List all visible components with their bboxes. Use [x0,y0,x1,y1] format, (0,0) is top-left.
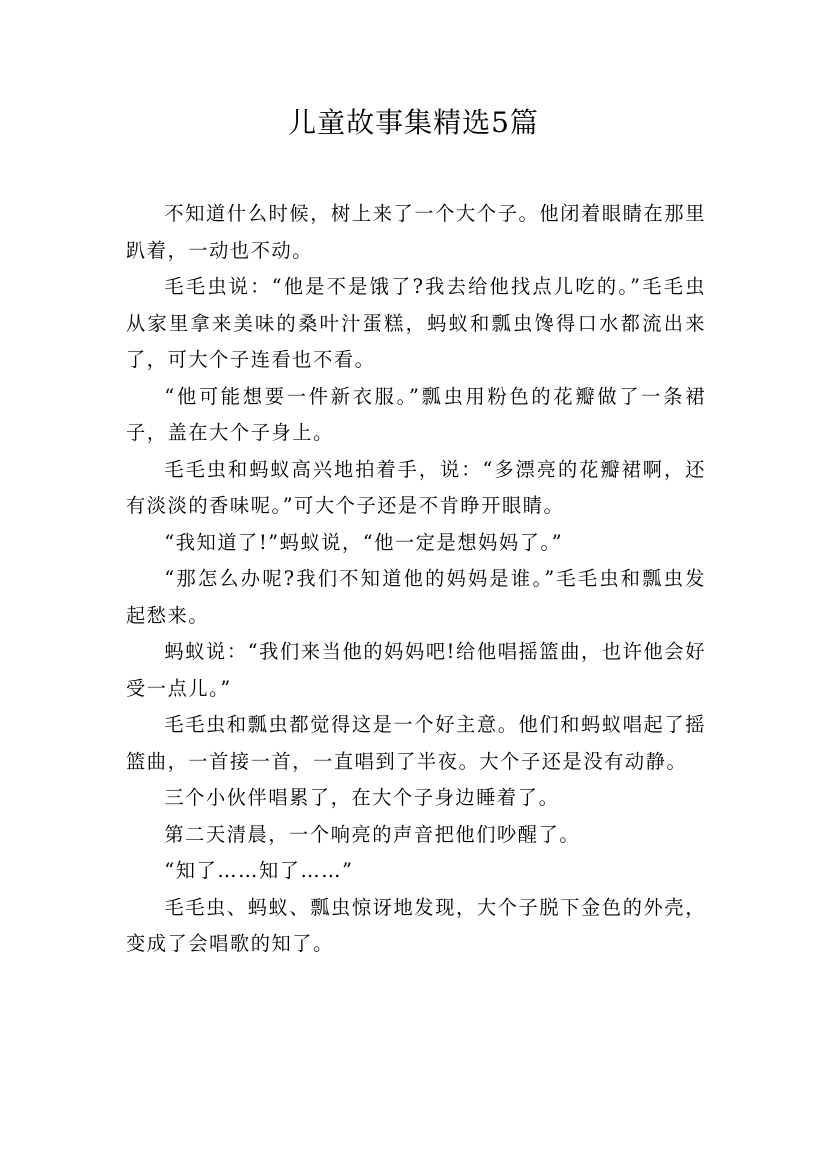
paragraph-1: 不知道什么时候，树上来了一个大个子。他闭着眼睛在那里趴着，一动也不动。 [126,202,706,262]
paragraph-8: 毛毛虫和瓢虫都觉得这是一个好主意。他们和蚂蚁唱起了摇篮曲，一首接一首，一直唱到了半夜。大个子还是没有动静。 [126,713,706,773]
document-title: 儿童故事集精选5篇 [288,106,539,139]
paragraph-5: “我知道了!”蚂蚁说，“他一定是想妈妈了。” [164,530,564,554]
story-body [126,196,706,963]
paragraph-11: “知了……知了……” [164,859,354,882]
paragraph-6: “那怎么办呢?我们不知道他的妈妈是谁。”毛毛虫和瓢虫发起愁来。 [126,567,706,627]
paragraph-4: 毛毛虫和蚂蚁高兴地拍着手，说：“多漂亮的花瓣裙啊，还有淡淡的香味呢。”可大个子还是不肯睁开眼睛。 [126,457,706,517]
paragraph-3: “他可能想要一件新衣服。”瓢虫用粉色的花瓣做了一条裙子，盖在大个子身上。 [126,384,706,444]
paragraph-7: 蚂蚁说：“我们来当他的妈妈吧!给他唱摇篮曲，也许他会好受一点儿。” [126,640,706,700]
paragraph-9: 三个小伙伴唱累了，在大个子身边睡着了。 [164,786,560,809]
paragraph-12: 毛毛虫、蚂蚁、瓢虫惊讶地发现，大个子脱下金色的外壳，变成了会唱歌的知了。 [126,895,706,955]
paragraph-2: 毛毛虫说：“他是不是饿了?我去给他找点儿吃的。”毛毛虫从家里拿来美味的桑叶汁蛋糕，蚂蚁和瓢虫馋得口水都流出来了，可大个子连看也不看。 [126,275,706,371]
paragraph-10: 第二天清晨，一个响亮的声音把他们吵醒了。 [164,822,581,846]
